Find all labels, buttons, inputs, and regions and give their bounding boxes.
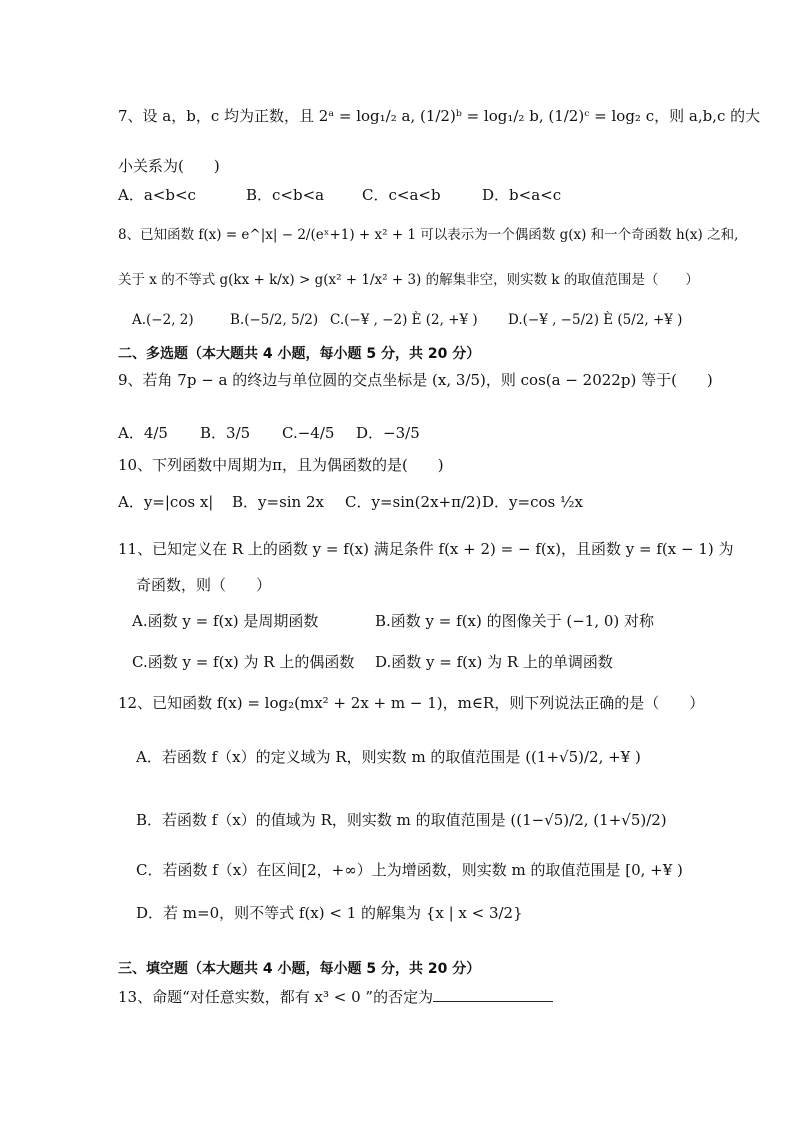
question-10-option-b: B．y=sin 2x (232, 493, 324, 511)
question-8-line-2: 关于 x 的不等式 g(kx + k/x) > g(x² + 1/x² + 3) 的解集非空，则实数 k 的取值范围是（ ） (118, 272, 699, 288)
question-12-option-c: C．若函数 f（x）在区间[2，+∞）上为增函数，则实数 m 的取值范围是 [0, +¥ ) (136, 861, 683, 879)
question-7-option-a: A．a<b<c (118, 186, 196, 204)
question-11-option-b: B.函数 y = f(x) 的图像关于 (−1, 0) 对称 (375, 612, 655, 630)
question-12-option-a: A．若函数 f（x）的定义域为 R，则实数 m 的取值范围是 ((1+√5)/2, +¥ ) (136, 748, 641, 766)
question-8-line-1: 8、已知函数 f(x) = e^|x| − 2/(eˣ+1) + x² + 1 可以表示为一个偶函数 g(x) 和一个奇函数 h(x) 之和, (118, 227, 739, 243)
question-7-option-c: C．c<a<b (362, 186, 441, 204)
question-7-line-1: 7、设 a，b，c 均为正数，且 2ᵃ = log₁/₂ a, (1/2)ᵇ = log₁/₂ b, (1/2)ᶜ = log₂ c，则 a,b,c 的大 (118, 107, 761, 125)
question-10-option-d: D．y=cos ½x (482, 493, 583, 511)
question-10-option-c: C．y=sin(2x+π/2) (345, 493, 482, 511)
question-10-line-1: 10、下列函数中周期为π，且为偶函数的是( ) (118, 456, 444, 474)
question-9-option-a: A．4/5 (118, 424, 168, 442)
question-7-line-2: 小关系为( ) (118, 157, 220, 175)
question-8-option-a: A.(−2, 2) (132, 312, 194, 328)
question-12-option-d: D．若 m=0，则不等式 f(x) < 1 的解集为 {x | x < 3/2} (136, 904, 523, 922)
question-9-line-1: 9、若角 7p − a 的终边与单位圆的交点坐标是 (x, 3/5)，则 cos(a − 2022p) 等于( ) (118, 371, 713, 389)
question-13-text: 13、命题“对任意实数，都有 x³ < 0 ”的否定为 (118, 988, 434, 1006)
question-10-option-a: A．y=|cos x| (118, 493, 214, 511)
question-12-option-b: B．若函数 f（x）的值域为 R，则实数 m 的取值范围是 ((1−√5)/2, (1+√5)/2) (136, 811, 667, 829)
question-7-option-d: D．b<a<c (482, 186, 562, 204)
question-11-line-1: 11、已知定义在 R 上的函数 y = f(x) 满足条件 f(x + 2) = − f(x)，且函数 y = f(x − 1) 为 (118, 540, 734, 558)
question-8-option-b: B.(−5/2, 5/2) (230, 312, 319, 328)
question-11-option-d: D.函数 y = f(x) 为 R 上的单调函数 (375, 653, 613, 671)
question-13-line (118, 987, 553, 1007)
question-12-line-1: 12、已知函数 f(x) = log₂(mx² + 2x + m − 1)，m∈R，则下列说法正确的是（ ） (118, 694, 705, 712)
question-9-option-c: C.−4/5 (282, 424, 335, 442)
answer-blank[interactable] (433, 987, 553, 1002)
question-9-option-d: D．−3/5 (356, 424, 420, 442)
question-8-option-c: C.(−¥ , −2) È (2, +¥ ) (330, 312, 478, 328)
question-9-option-b: B．3/5 (200, 424, 251, 442)
section-3-heading: 三、填空题（本大题共 4 小题，每小题 5 分，共 20 分） (118, 961, 481, 977)
question-7-option-b: B．c<b<a (246, 186, 325, 204)
section-2-heading: 二、多选题（本大题共 4 小题，每小题 5 分，共 20 分） (118, 346, 481, 362)
question-8-option-d: D.(−¥ , −5/2) È (5/2, +¥ ) (508, 312, 683, 328)
question-11-option-c: C.函数 y = f(x) 为 R 上的偶函数 (132, 653, 355, 671)
question-11-line-2: 奇函数，则（ ） (136, 576, 272, 594)
question-11-option-a: A.函数 y = f(x) 是周期函数 (132, 612, 319, 630)
